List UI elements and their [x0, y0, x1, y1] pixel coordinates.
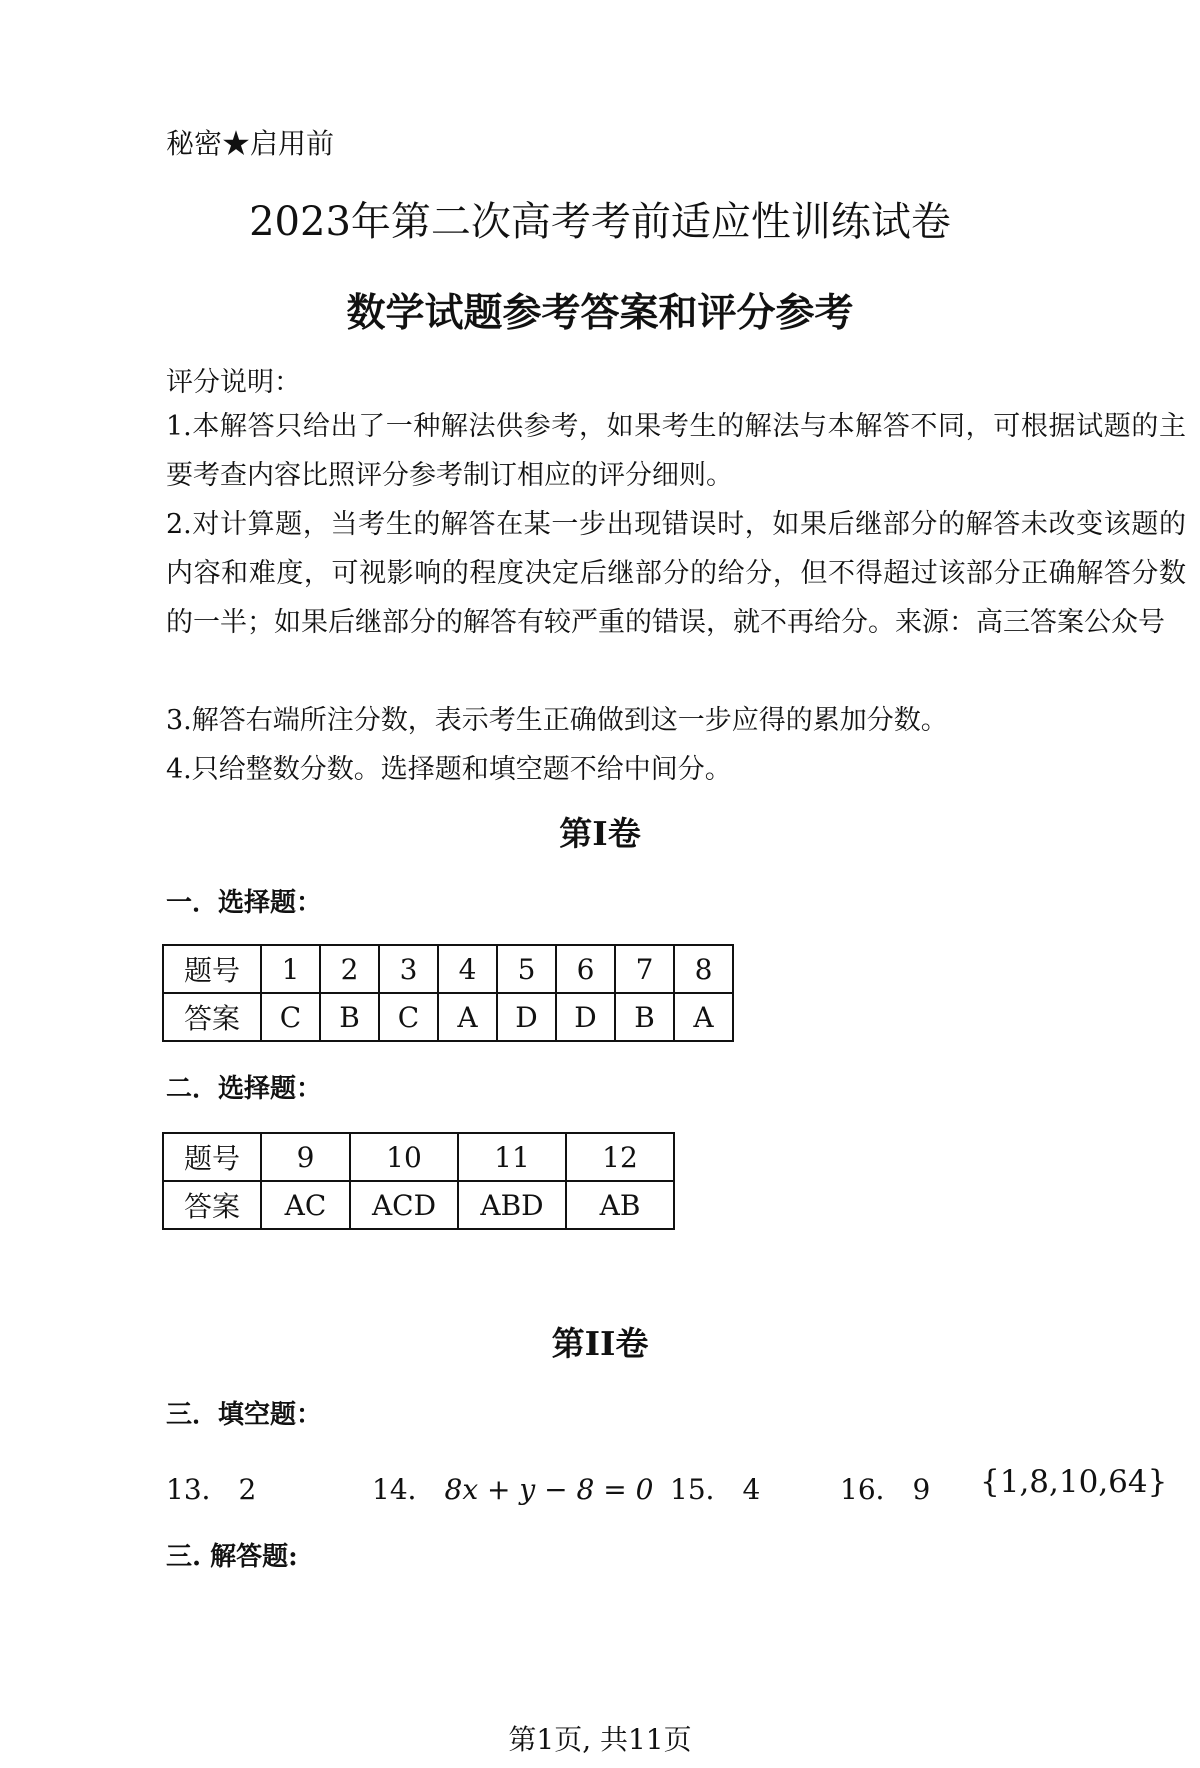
table-row — [163, 945, 733, 993]
fill-answer-15 — [670, 1468, 760, 1508]
question-number: 7 — [615, 945, 674, 993]
question-number: 1 — [261, 945, 320, 993]
fill-answer-13 — [166, 1468, 256, 1508]
answer-cell: AC — [261, 1181, 350, 1229]
question-number: 10 — [350, 1133, 458, 1181]
question-number: 12 — [566, 1133, 674, 1181]
volume-2-heading: 第II卷 — [551, 1324, 649, 1363]
answer-cell: B — [320, 993, 379, 1041]
fill-answer-16 — [840, 1468, 930, 1508]
answer-cell: D — [556, 993, 615, 1041]
question-number: 4 — [438, 945, 497, 993]
scoring-note-1: 1.本解答只给出了一种解法供参考，如果考生的解法与本解答不同，可根据试题的主要考查内容比照评分参考制订相应的评分细则。 — [166, 411, 1186, 491]
question-number: 9 — [261, 1133, 350, 1181]
question-number: 8 — [674, 945, 733, 993]
volume-1-heading: 第I卷 — [559, 814, 641, 853]
scoring-note-3: 3.解答右端所注分数，表示考生正确做到这一步应得的累加分数。 — [166, 705, 948, 736]
section-4-title: 三. 解答题: — [166, 1542, 298, 1572]
answer-cell: B — [615, 993, 674, 1041]
question-number: 5 — [497, 945, 556, 993]
question-number: 15． — [670, 1473, 734, 1506]
answer-cell: A — [438, 993, 497, 1041]
answer-key-title: 数学试题参考答案和评分参考 — [346, 290, 854, 336]
table-row — [163, 1181, 674, 1229]
question-number: 14． — [372, 1473, 436, 1506]
exam-title: 2023年第二次高考考前适应性训练试卷 — [249, 199, 951, 245]
question-number: 6 — [556, 945, 615, 993]
answer-cell: C — [379, 993, 438, 1041]
page-footer: 第1页, 共11页 — [508, 1723, 692, 1756]
answer-cell: A — [674, 993, 733, 1041]
fill-answer-16-set: {1,8,10,64} — [980, 1464, 1168, 1500]
answer-cell: ACD — [350, 1181, 458, 1229]
row-label: 题号 — [163, 945, 261, 993]
section-1-title: 一．选择题： — [166, 888, 323, 918]
row-label: 答案 — [163, 993, 261, 1041]
scoring-note-2: 2.对计算题，当考生的解答在某一步出现错误时，如果后继部分的解答未改变该题的内容和难度，可视影响的程度决定后继部分的给分，但不得超过该部分正确解答分数的一半；如果后继部分的解答有较严重的错误，就不再给分。来源：高三答案公众号 — [166, 509, 1186, 638]
confidential-label: 秘密★启用前 — [166, 127, 335, 160]
section-3-title: 三．填空题： — [166, 1400, 323, 1430]
answer-value: 2 — [238, 1473, 257, 1506]
answer-cell: C — [261, 993, 320, 1041]
answer-value: 9 — [912, 1473, 931, 1506]
answer-value: 8x + y − 8 = 0 — [444, 1473, 654, 1506]
scoring-note-4: 4.只给整数分数。选择题和填空题不给中间分。 — [166, 754, 732, 785]
row-label: 答案 — [163, 1181, 261, 1229]
question-number: 13． — [166, 1473, 230, 1506]
choice-answer-table-2 — [162, 1132, 675, 1230]
question-number: 11 — [458, 1133, 566, 1181]
table-row — [163, 1133, 674, 1181]
answer-cell: D — [497, 993, 556, 1041]
choice-answer-table-1 — [162, 944, 734, 1042]
scoring-notes-heading: 评分说明： — [166, 367, 301, 398]
row-label: 题号 — [163, 1133, 261, 1181]
question-number: 2 — [320, 945, 379, 993]
question-number: 3 — [379, 945, 438, 993]
answer-cell: AB — [566, 1181, 674, 1229]
section-2-title: 二．选择题： — [166, 1074, 323, 1104]
table-row — [163, 993, 733, 1041]
answer-value: 4 — [742, 1473, 761, 1506]
question-number: 16． — [840, 1473, 904, 1506]
fill-answer-14 — [372, 1468, 653, 1508]
answer-cell: ABD — [458, 1181, 566, 1229]
